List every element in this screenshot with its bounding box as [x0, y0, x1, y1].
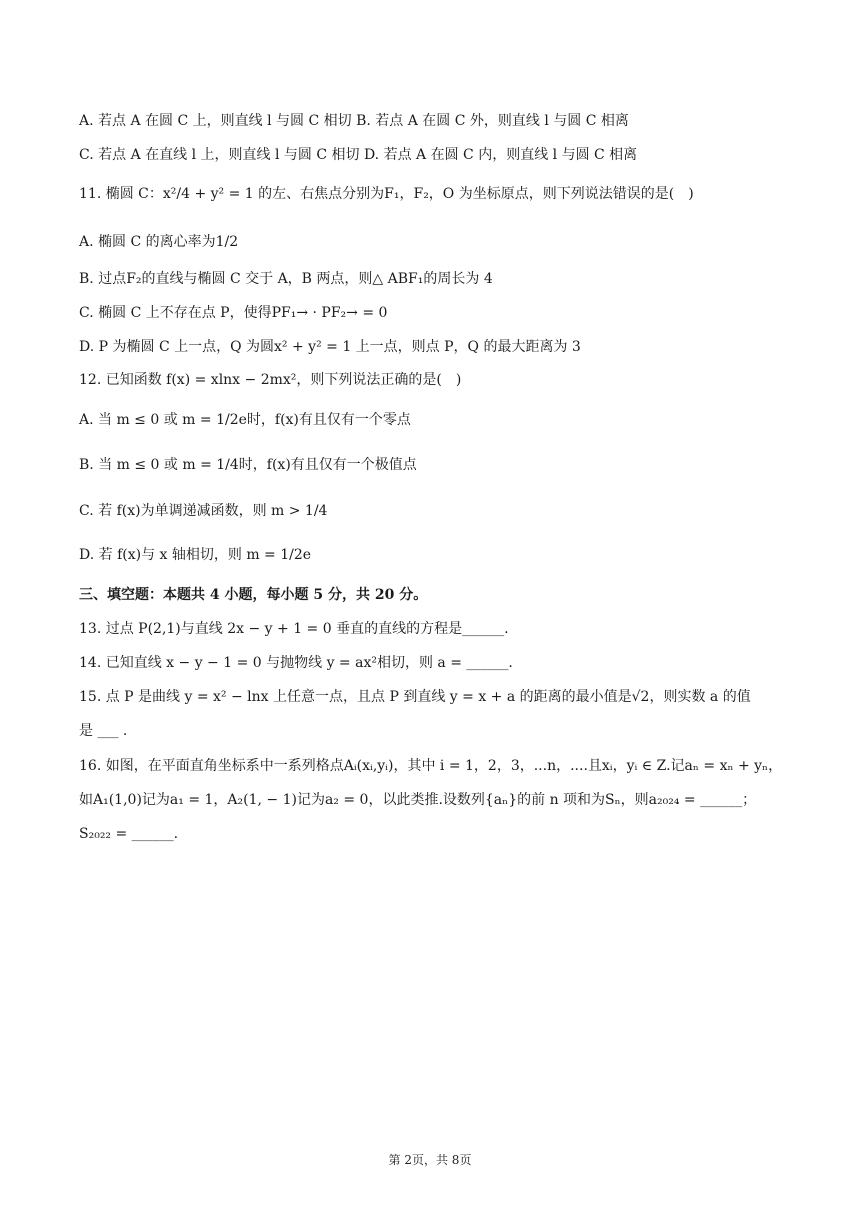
option-12d: D. 若 f(x)与 x 轴相切，则 m = 1/2e	[79, 547, 312, 563]
option-10a-10b: A. 若点 A 在圆 C 上，则直线 l 与圆 C 相切 B. 若点 A 在圆 C 外，则直线 l 与圆 C 相离	[79, 113, 629, 129]
question-14: 14. 已知直线 x − y − 1 = 0 与抛物线 y = ax²相切，则 a = ______.	[79, 655, 513, 671]
option-12c: C. 若 f(x)为单调递减函数，则 m > 1/4	[79, 503, 328, 519]
question-16: 16. 如图，在平面直角坐标系中一系列格点Aᵢ(xᵢ,yᵢ)，其中 i = 1，2，3，...n，....且xᵢ，yᵢ ∈ Z.记aₙ = xₙ + yₙ，	[79, 758, 783, 774]
question-16-line-2: 如A₁(1,0)记为a₁ = 1，A₂(1, − 1)记为a₂ = 0，以此类推.设数列{aₙ}的前 n 项和为Sₙ，则a₂₀₂₄ = ______；	[79, 792, 757, 808]
option-11d: D. P 为椭圆 C 上一点，Q 为圆x² + y² = 1 上一点，则点 P，Q 的最大距离为 3	[79, 339, 581, 355]
question-11: 11. 椭圆 C：x²/4 + y² = 1 的左、右焦点分别为F₁，F₂，O 为坐标原点，则下列说法错误的是( )	[79, 186, 694, 202]
option-12a: A. 当 m ≤ 0 或 m = 1/2e时，f(x)有且仅有一个零点	[79, 412, 411, 428]
question-13: 13. 过点 P(2,1)与直线 2x − y + 1 = 0 垂直的直线的方程是______.	[79, 621, 509, 637]
option-11c: C. 椭圆 C 上不存在点 P，使得PF₁→ · PF₂→ = 0	[79, 305, 388, 321]
question-12: 12. 已知函数 f(x) = xlnx − 2mx²，则下列说法正确的是( )	[79, 372, 462, 388]
option-11a: A. 椭圆 C 的离心率为1/2	[79, 234, 239, 250]
option-12b: B. 当 m ≤ 0 或 m = 1/4时，f(x)有且仅有一个极值点	[79, 457, 417, 473]
question-15: 15. 点 P 是曲线 y = x² − lnx 上任意一点，且点 P 到直线 y = x + a 的距离的最小值是√2，则实数 a 的值	[79, 689, 751, 705]
question-16-line-3: S₂₀₂₂ = ______.	[79, 826, 179, 842]
section-heading-fill-in: 三、填空题：本题共 4 小题，每小题 5 分，共 20 分。	[79, 587, 428, 603]
option-11b: B. 过点F₂的直线与椭圆 C 交于 A，B 两点，则△ ABF₁的周长为 4	[79, 271, 493, 287]
page-footer: 第 2页，共 8页	[388, 1153, 472, 1167]
option-10c-10d: C. 若点 A 在直线 l 上，则直线 l 与圆 C 相切 D. 若点 A 在圆 C 内，则直线 l 与圆 C 相离	[79, 147, 638, 163]
question-15-continued: 是 ___ .	[79, 723, 128, 739]
